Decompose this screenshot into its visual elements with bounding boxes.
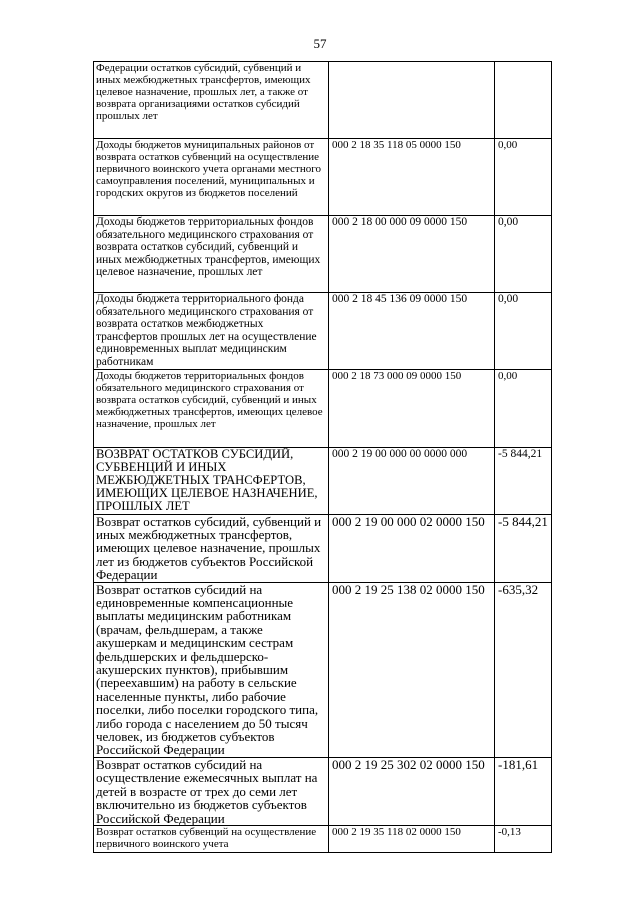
- amount-cell: -181,61: [495, 757, 552, 825]
- revenue-name-cell: Доходы бюджетов территориальных фондов обязательного медицинского страхования от возврата остатков субсидий, субвенций и иных межбюджетных трансфертов, имеющих целевое назначение, прошлых лет: [94, 216, 329, 293]
- table-row: [94, 369, 552, 447]
- amount-cell: -635,32: [495, 582, 552, 757]
- revenue-name-cell: Возврат остатков субвенций на осуществление первичного воинского учета: [94, 825, 329, 852]
- revenue-name-cell: Доходы бюджета территориального фонда обязательного медицинского страхования от возврата остатков межбюджетных трансфертов прошлых лет на осуществление единовременных выплат медицинским работникам: [94, 293, 329, 370]
- revenue-name-cell: Возврат остатков субсидий на осуществление ежемесячных выплат на детей в возрасте от трех до семи лет включительно из бюджетов субъектов Российской Федерации: [94, 757, 329, 825]
- amount-cell: 0,00: [495, 139, 552, 216]
- table-row: [94, 825, 552, 852]
- table-row: [94, 62, 552, 139]
- budget-code-cell: [329, 62, 495, 139]
- budget-code-cell: 000 2 18 35 118 05 0000 150: [329, 139, 495, 216]
- amount-cell: 0,00: [495, 216, 552, 293]
- amount-cell: 0,00: [495, 369, 552, 447]
- table-row: [94, 139, 552, 216]
- revenue-name-cell: Возврат остатков субсидий на единовременные компенсационные выплаты медицинским работникам (врачам, фельдшерам, а также акушеркам и медицинским сестрам фельдшерских и фельдшерско-акушерских пунктов), прибывшим (переехавшим) на работу в сельские населенные пункты, либо рабочие поселки, либо поселки городского типа, либо города с населением до 50 тысяч человек, из бюджетов субъектов Российской Федерации: [94, 582, 329, 757]
- table-row: [94, 216, 552, 293]
- revenue-name-cell: Доходы бюджетов муниципальных районов от возврата остатков субвенций на осуществление первичного воинского учета органами местного самоуправления поселений, муниципальных и городских округов из бюджетов поселений: [94, 139, 329, 216]
- budget-code-cell: 000 2 19 25 138 02 0000 150: [329, 582, 495, 757]
- table-row: [94, 293, 552, 370]
- amount-cell: -5 844,21: [495, 447, 552, 514]
- table-row: [94, 582, 552, 757]
- page-number: 57: [313, 36, 327, 51]
- budget-code-cell: 000 2 19 00 000 00 0000 000: [329, 447, 495, 514]
- budget-code-cell: 000 2 18 45 136 09 0000 150: [329, 293, 495, 370]
- budget-code-cell: 000 2 18 00 000 09 0000 150: [329, 216, 495, 293]
- amount-cell: 0,00: [495, 293, 552, 370]
- amount-cell: -0,13: [495, 825, 552, 852]
- amount-cell: -5 844,21: [495, 514, 552, 582]
- amount-cell: [495, 62, 552, 139]
- table-row: [94, 447, 552, 514]
- budget-code-cell: 000 2 19 00 000 02 0000 150: [329, 514, 495, 582]
- budget-code-cell: 000 2 19 25 302 02 0000 150: [329, 757, 495, 825]
- table-row: [94, 514, 552, 582]
- revenue-name-cell: Возврат остатков субсидий, субвенций и иных межбюджетных трансфертов, имеющих целевое назначение, прошлых лет из бюджетов субъектов Российской Федерации: [94, 514, 329, 582]
- table-row: [94, 757, 552, 825]
- revenue-name-cell: ВОЗВРАТ ОСТАТКОВ СУБСИДИЙ, СУБВЕНЦИЙ И ИНЫХ МЕЖБЮДЖЕТНЫХ ТРАНСФЕРТОВ, ИМЕЮЩИХ ЦЕЛЕВОЕ НАЗНАЧЕНИЕ, ПРОШЛЫХ ЛЕТ: [94, 447, 329, 514]
- budget-code-cell: 000 2 18 73 000 09 0000 150: [329, 369, 495, 447]
- budget-code-cell: 000 2 19 35 118 02 0000 150: [329, 825, 495, 852]
- revenue-name-cell: Доходы бюджетов территориальных фондов обязательного медицинского страхования от возврата остатков субсидий, субвенций и иных межбюджетных трансфертов, имеющих целевое назначение, прошлых лет: [94, 369, 329, 447]
- revenue-name-cell: Федерации остатков субсидий, субвенций и иных межбюджетных трансфертов, имеющих целевое назначение, прошлых лет, а также от возврата организациями остатков субсидий прошлых лет: [94, 62, 329, 139]
- budget-revenue-table: [93, 61, 552, 853]
